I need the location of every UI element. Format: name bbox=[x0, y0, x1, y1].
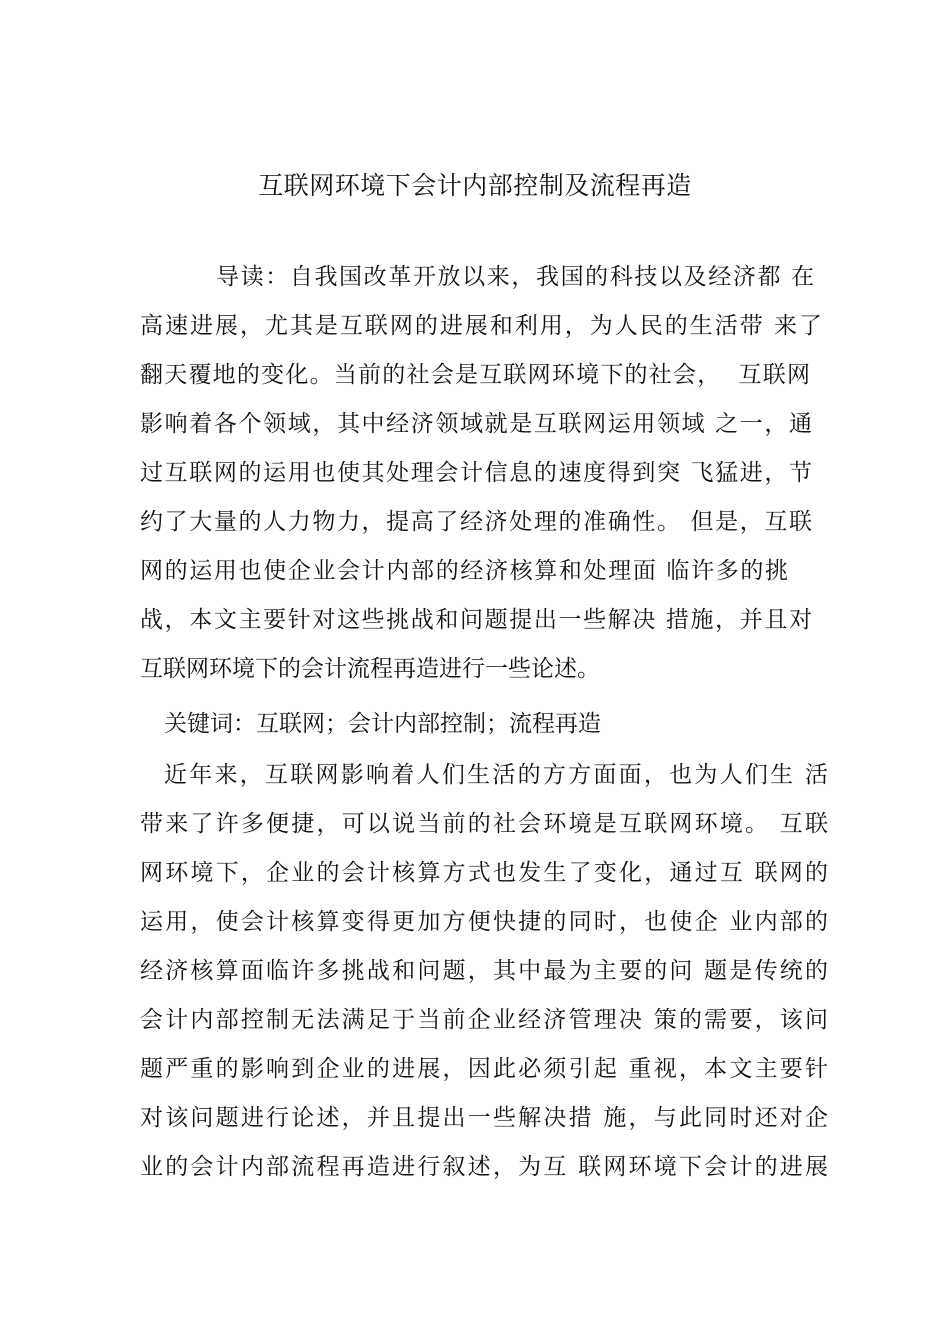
body-line: 运用，使会计核算变得更加方便快捷的同时，也使企 业内部的 bbox=[140, 909, 828, 935]
body-line: 对该问题进行论述，并且提出一些解决措 施，与此同时还对企 bbox=[140, 1105, 828, 1131]
body-line: 近年来，互联网影响着人们生活的方方面面，也为人们生 活 bbox=[164, 762, 828, 788]
abstract-line: 约了大量的人力物力，提高了经济处理的准确性。 但是，互联 bbox=[140, 509, 812, 535]
abstract-line: 网的运用也使企业会计内部的经济核算和处理面 临许多的挑 bbox=[140, 558, 788, 584]
keywords-line: 关键词：互联网；会计内部控制；流程再造 bbox=[164, 711, 601, 737]
abstract-line: 高速进展，尤其是互联网的进展和利用，为人民的生活带 来了 bbox=[140, 313, 822, 339]
body-line: 网环境下，企业的会计核算方式也发生了变化，通过互 联网的 bbox=[140, 860, 828, 886]
body-line: 会计内部控制无法满足于当前企业经济管理决 策的需要，该问 bbox=[140, 1007, 828, 1033]
abstract-line: 翻天覆地的变化。当前的社会是互联网环境下的社会， 互联网 bbox=[140, 362, 810, 388]
document-title: 互联网环境下会计内部控制及流程再造 bbox=[258, 171, 692, 200]
body-line: 带来了许多便捷，可以说当前的社会环境是互联网环境。 互联 bbox=[140, 811, 828, 837]
body-line: 经济核算面临许多挑战和问题，其中最为主要的问 题是传统的 bbox=[140, 958, 828, 984]
body-line: 业的会计内部流程再造进行叙述，为互 联网环境下会计的进展 bbox=[140, 1154, 828, 1180]
body-line: 题严重的影响到企业的进展，因此必须引起 重视，本文主要针 bbox=[140, 1056, 828, 1082]
abstract-line: 过互联网的运用也使其处理会计信息的速度得到突 飞猛进，节 bbox=[140, 460, 812, 486]
abstract-line: 战，本文主要针对这些挑战和问题提出一些解决 措施，并且对 bbox=[140, 607, 812, 633]
abstract-line: 互联网环境下的会计流程再造进行一些论述。 bbox=[140, 656, 600, 682]
abstract-line: 导读：自我国改革开放以来，我国的科技以及经济都 在 bbox=[216, 264, 814, 290]
abstract-line: 影响着各个领域，其中经济领域就是互联网运用领域 之一，通 bbox=[140, 411, 812, 437]
